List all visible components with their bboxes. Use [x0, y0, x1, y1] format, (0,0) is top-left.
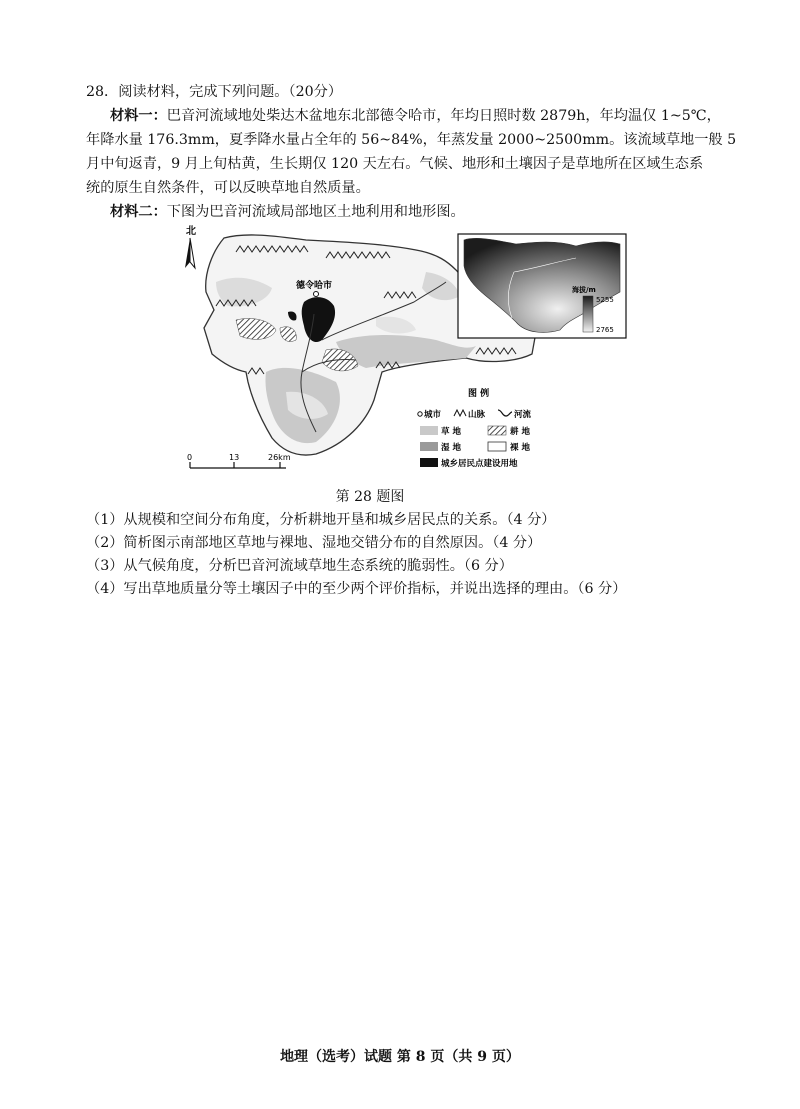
legend-city: 城市 [424, 410, 442, 420]
material2-line [110, 200, 465, 224]
inset-elev-max: 5255 [596, 296, 614, 304]
legend-farmland-swatch [488, 426, 506, 435]
material1-line-4: 统的原生自然条件，可以反映草地自然质量。 [86, 180, 370, 196]
material2-label: 材料二： [110, 204, 167, 220]
legend-grassland-swatch [420, 426, 438, 435]
question-header: 28．阅读材料，完成下列问题。（20分） [86, 84, 343, 100]
legend-urban-swatch [420, 458, 438, 467]
subquestion-4: （4）写出草地质量分等土壤因子中的至少两个评价指标，并说出选择的理由。（6 分） [86, 581, 627, 597]
north-arrow-icon [185, 238, 195, 268]
inset-elev-min: 2765 [596, 326, 614, 334]
page-footer: 地理（选考）试题 第 8 页（共 9 页） [280, 1049, 520, 1065]
legend-bareland: 裸 地 [510, 443, 530, 453]
legend-mountain: 山脉 [468, 410, 486, 420]
scale-end: 26km [268, 453, 291, 462]
land-use-map [176, 222, 614, 482]
legend-wetland-swatch [420, 442, 438, 451]
legend-river-icon [498, 410, 512, 416]
legend-mountain-icon [454, 410, 466, 416]
north-label: 北 [186, 226, 196, 237]
material1-label: 材料一： [110, 108, 167, 124]
subquestion-1: （1）从规模和空间分布角度，分析耕地开垦和城乡居民点的关系。（4 分） [86, 512, 556, 528]
figure-caption: 第 28 题图 [335, 489, 405, 505]
legend-grassland: 草 地 [441, 427, 461, 437]
city-marker-icon [314, 292, 319, 297]
inset-elev-title: 海拔/m [572, 286, 596, 294]
material1-line-1 [110, 104, 721, 128]
legend-urban: 城乡居民点建设用地 [441, 459, 518, 469]
material2-text: 下图为巴音河流域局部地区土地利用和地形图。 [166, 204, 465, 220]
material1-text-1: 巴音河流域地处柴达木盆地东北部德令哈市，年均日照时数 2879h，年均温仅 1~5℃， [166, 108, 721, 124]
subquestion-3: （3）从气候角度，分析巴音河流域草地生态系统的脆弱性。（6 分） [86, 558, 513, 574]
legend-city-icon [418, 412, 422, 416]
land-use-map-figure [176, 222, 614, 482]
legend-farmland: 耕 地 [510, 427, 530, 437]
legend-river: 河流 [514, 410, 532, 420]
material1-line-2: 年降水量 176.3mm，夏季降水量占全年的 56~84%，年蒸发量 2000~2500mm。该流域草地一般 5 [86, 132, 737, 148]
subquestion-2: （2）简析图示南部地区草地与裸地、湿地交错分布的自然原因。（4 分） [86, 535, 542, 551]
legend [418, 387, 532, 469]
scale-bar [187, 453, 291, 468]
legend-title: 图 例 [468, 389, 490, 399]
legend-bareland-swatch [488, 442, 506, 451]
legend-wetland: 湿 地 [441, 443, 461, 453]
material1-line-3: 月中旬返青，9 月上旬枯黄，生长期仅 120 天左右。气候、地形和土壤因子是草地所在区域生态系 [86, 156, 704, 172]
city-label: 德令哈市 [296, 281, 333, 291]
scale-zero: 0 [187, 453, 193, 462]
scale-mid: 13 [229, 453, 240, 462]
